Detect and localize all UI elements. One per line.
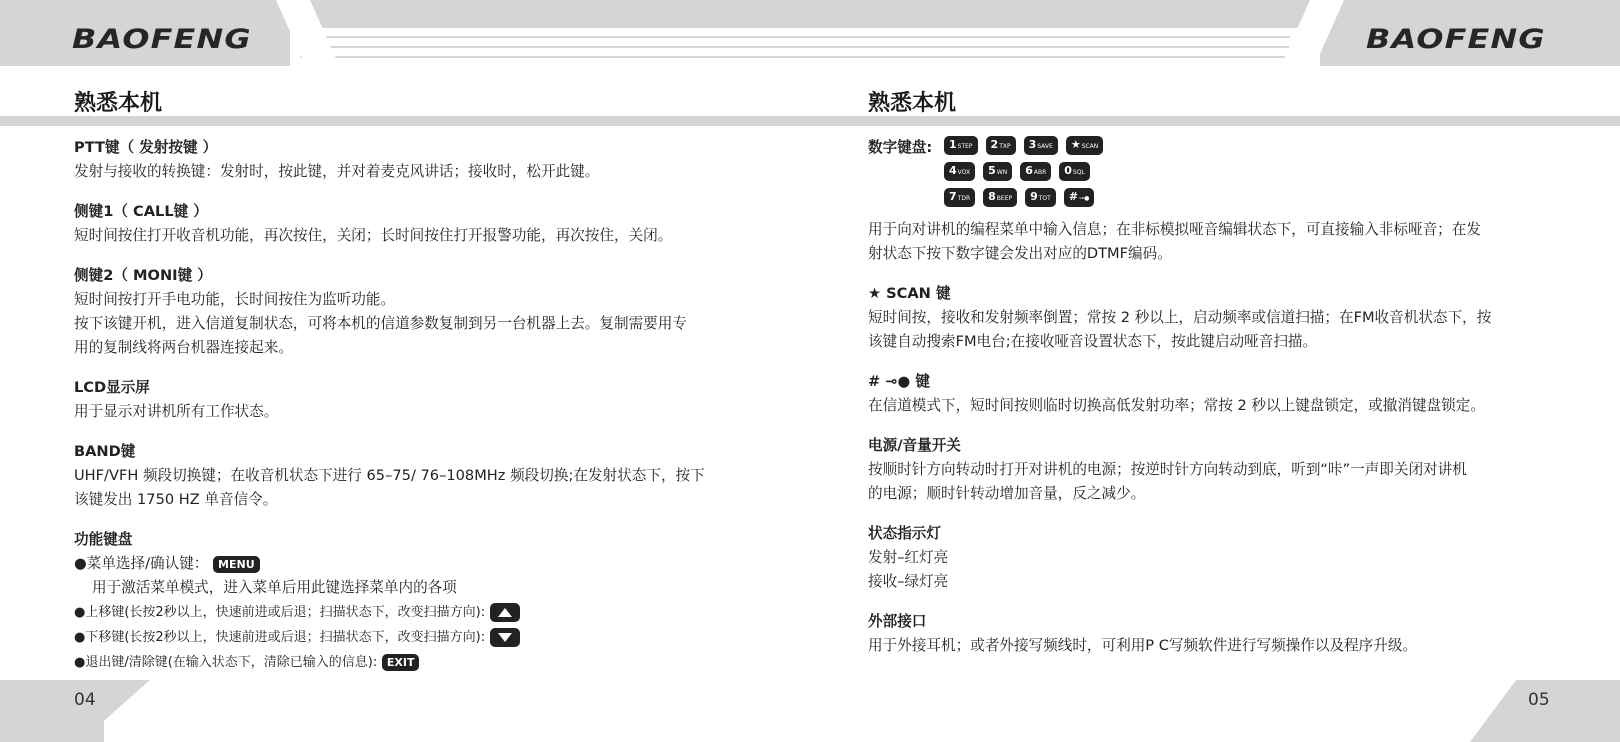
lock-text: 在信道模式下，短时间按则临时切换高低发射功率；常按 2 秒以上键盘锁定，或撤消键盘锁定。 — [868, 397, 1485, 414]
page-number-left: 04 — [74, 690, 96, 710]
keypad-key — [986, 136, 1016, 155]
header-stripe — [300, 36, 1290, 38]
keypad-key — [983, 162, 1012, 181]
keypad-text: 射状态下按下数字键会发出对应的DTMF编码。 — [868, 245, 1172, 262]
menu-key-desc: 用于激活菜单模式，进入菜单后用此键选择菜单内的各项 — [92, 579, 457, 596]
left-column — [74, 136, 774, 675]
keypad-key-digit: 0 — [1064, 164, 1072, 177]
menu-key-item — [74, 552, 774, 576]
page-number-right: 05 — [1528, 690, 1550, 710]
keypad-key-digit: # — [1068, 190, 1079, 203]
page-title-right: 熟悉本机 — [868, 91, 957, 116]
keypad-key-function: VOX — [957, 169, 971, 176]
side-key1-text: 短时间按住打开收音机功能，再次按住，关闭；长时间按住打开报警功能，再次按住，关闭。 — [74, 227, 673, 244]
power-text: 按顺时针方向转动时打开对讲机的电源；按逆时针方向转动到底，听到“咔”一声即关闭对讲机 — [868, 461, 1467, 478]
keypad-key-function: TXP — [999, 143, 1011, 150]
keypad-text: 用于向对讲机的编程菜单中输入信息；在非标模拟哑音编辑状态下，可直接输入非标哑音；在发 — [868, 221, 1481, 238]
keypad-key-function: ⊸● — [1079, 195, 1090, 202]
exit-key-item — [74, 650, 774, 675]
exit-key-label: ●退出键/清除键(在输入状态下，清除已输入的信息): — [74, 655, 378, 670]
title-strip — [0, 116, 1620, 126]
header-stripe — [300, 46, 1290, 48]
band-heading: BAND键 — [74, 443, 136, 460]
keypad-key-digit: 2 — [990, 138, 999, 151]
keypad-key-digit: 8 — [988, 190, 996, 203]
keypad-row — [944, 188, 1103, 207]
keypad-key-digit: 7 — [949, 190, 957, 203]
right-column — [868, 136, 1558, 658]
side-key2-text: 短时间按打开手电功能，长时间按住为监听功能。 — [74, 291, 396, 308]
keypad-key-digit: 4 — [949, 164, 957, 177]
keypad-key — [944, 162, 975, 181]
keypad-key-function: ABR — [1033, 169, 1047, 176]
ptt-heading: PTT键（ 发射按键 ） — [74, 139, 218, 156]
keypad-key — [944, 188, 975, 207]
keypad-key-digit: 1 — [949, 138, 957, 151]
scan-text: 短时间按，接收和发射频率倒置；常按 2 秒以上，启动频率或信道扫描；在FM收音机状态下，按 — [868, 309, 1492, 326]
keypad-key-digit: 3 — [1028, 138, 1037, 151]
keypad-key-digit: 5 — [988, 164, 996, 177]
power-heading: 电源/音量开关 — [868, 437, 961, 454]
keypad-key — [1020, 162, 1051, 181]
keypad-key-function: SAVE — [1037, 143, 1053, 150]
lcd-text: 用于显示对讲机所有工作状态。 — [74, 403, 279, 420]
keypad-key — [1066, 136, 1103, 155]
keypad-section — [868, 136, 1558, 214]
up-key-item — [74, 600, 774, 625]
keypad-key-digit: 6 — [1025, 164, 1033, 177]
keypad-row — [944, 136, 1103, 155]
keypad-key-function: BEEP — [996, 195, 1013, 202]
brand-logo-right: BAOFENG — [1366, 24, 1546, 55]
ptt-text: 发射与接收的转换键：发射时，按此键，并对着麦克风讲话；接收时，松开此键。 — [74, 163, 600, 180]
keypad-key — [944, 136, 978, 155]
down-key-item — [74, 625, 774, 650]
side-key2-text: 按下该键开机，进入信道复制状态，可将本机的信道参数复制到另一台机器上去。复制需要用专 — [74, 315, 687, 332]
keypad — [944, 136, 1103, 214]
ext-heading: 外部接口 — [868, 613, 927, 630]
side-key2-heading: 侧键2（ MONI键 ） — [74, 267, 212, 284]
scan-heading: ★ SCAN 键 — [868, 285, 951, 302]
keypad-key — [1059, 162, 1090, 181]
up-key-label: ●上移键(长按2秒以上，快速前进或后退；扫描状态下，改变扫描方向): — [74, 605, 486, 620]
keypad-key-function: TDR — [957, 195, 971, 202]
keypad-key-function: SCAN — [1081, 143, 1099, 150]
keypad-key — [1025, 188, 1056, 207]
keypad-key-function: WN — [996, 169, 1008, 176]
keypad-key-digit: ★ — [1070, 138, 1081, 151]
keypad-key-function: STEP — [957, 143, 973, 150]
keypad-key-function: TOT — [1038, 195, 1051, 202]
keypad-key — [983, 188, 1017, 207]
led-text: 发射–红灯亮 — [868, 549, 949, 566]
keypad-key-digit: 9 — [1030, 190, 1038, 203]
keypad-row — [944, 162, 1103, 181]
menu-key-label: ●菜单选择/确认键： — [74, 555, 209, 572]
side-key2-text: 用的复制线将两台机器连接起来。 — [74, 339, 293, 356]
menu-key-icon: MENU — [213, 556, 260, 573]
keypad-key — [1064, 188, 1094, 207]
keypad-label: 数字键盘: — [868, 139, 933, 156]
exit-key-icon: EXIT — [382, 654, 420, 671]
page-title-left: 熟悉本机 — [74, 91, 163, 116]
down-key-label: ●下移键(长按2秒以上，快速前进或后退；扫描状态下，改变扫描方向): — [74, 630, 486, 645]
keypad-key — [1024, 136, 1058, 155]
footer-right-slant — [1470, 680, 1516, 742]
function-keys-heading: 功能键盘 — [74, 531, 133, 548]
header-stripe — [300, 56, 1290, 58]
lock-heading: # ⊸● 键 — [868, 373, 930, 390]
down-arrow-icon — [490, 628, 520, 647]
scan-text: 该键自动搜索FM电台;在接收哑音设置状态下，按此键启动哑音扫描。 — [868, 333, 1318, 350]
lcd-heading: LCD显示屏 — [74, 379, 150, 396]
band-text: 该键发出 1750 HZ 单音信令。 — [74, 491, 278, 508]
led-heading: 状态指示灯 — [868, 525, 941, 542]
keypad-key-function: SQL — [1072, 169, 1085, 176]
side-key1-heading: 侧键1（ CALL键 ） — [74, 203, 208, 220]
ext-text: 用于外接耳机；或者外接写频线时，可利用P C写频软件进行写频操作以及程序升级。 — [868, 637, 1418, 654]
power-text: 的电源；顺时针转动增加音量，反之减少。 — [868, 485, 1146, 502]
band-text: UHF/VFH 频段切换键；在收音机状态下进行 65–75/ 76–108MHz 频段切换;在发射状态下，按下 — [74, 467, 705, 484]
brand-logo-left: BAOFENG — [72, 24, 252, 55]
up-arrow-icon — [490, 603, 520, 622]
led-text: 接收–绿灯亮 — [868, 573, 949, 590]
